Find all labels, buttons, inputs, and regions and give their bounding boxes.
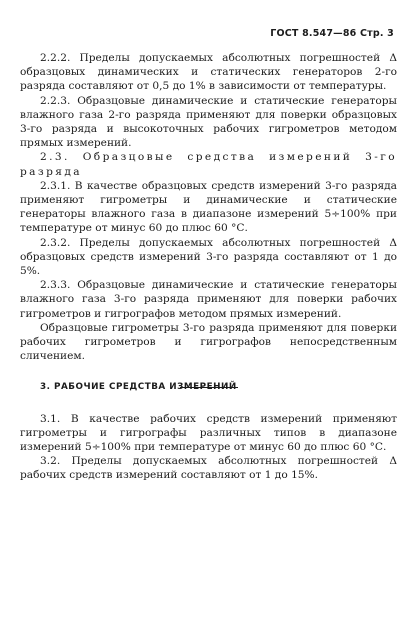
spacer (20, 363, 397, 380)
subsection-heading-2-3: 2.3. Образцовые средства измерений 3-го разряда (20, 151, 397, 178)
paragraph-2-2-3: 2.2.3. Образцовые динамические и статические генераторы влажного газа 2-го разряда применяют для поверки образцовых 3-го разряда и высокоточных рабочих гигрометров методом прямых измерений. (20, 94, 397, 150)
paragraph-2-2-2: 2.2.2. Пределы допускаемых абсолютных погрешностей Δ образцовых динамических и статических генераторов 2-го разряда составляют от 0,5 до 1% в зависимости от температуры. (20, 52, 397, 93)
paragraph-3-1: 3.1. В качестве рабочих средств измерений применяют гигрометры и гигрографы различных типов в диапазоне измерений 5÷100% при температуре от минус 60 до плюс 60 °С. (20, 412, 397, 454)
paragraph-3-2: 3.2. Пределы допускаемых абсолютных погрешностей Δ рабочих средств измерений составляют от 1 до 15%. (20, 455, 397, 482)
page-header: ГОСТ 8.547—86 Стр. 3 (270, 28, 394, 39)
paragraph-reference-hygrometers: Образцовые гигрометры 3-го разряда применяют для поверки рабочих гигрометров и гигрографов непосредственным сличением. (20, 321, 397, 363)
paragraph-2-3-3: 2.3.3. Образцовые динамические и статические генераторы влажного газа 3-го разряда применяют для поверки рабочих гигрометров и гигрографов методом прямых измерений. (20, 279, 397, 320)
paragraph-2-3-2: 2.3.2. Пределы допускаемых абсолютных погрешностей Δ образцовых средств измерений 3-го разряда составляют от 1 до 5%. (20, 236, 397, 278)
section-title: 3. РАБОЧИЕ СРЕДСТВА ИЗМЕРЕНИЙ (40, 382, 237, 393)
end-rule (180, 387, 238, 388)
body-text (20, 51, 397, 483)
paragraph-2-3-1: 2.3.1. В качестве образцовых средств измерений 3-го разряда применяют гигрометры и динамические и статические генераторы влажного газа в диапазоне измерений 5÷100% при температуре от минус 60 до плюс 60 °С. (20, 179, 397, 235)
spacer (20, 395, 397, 412)
